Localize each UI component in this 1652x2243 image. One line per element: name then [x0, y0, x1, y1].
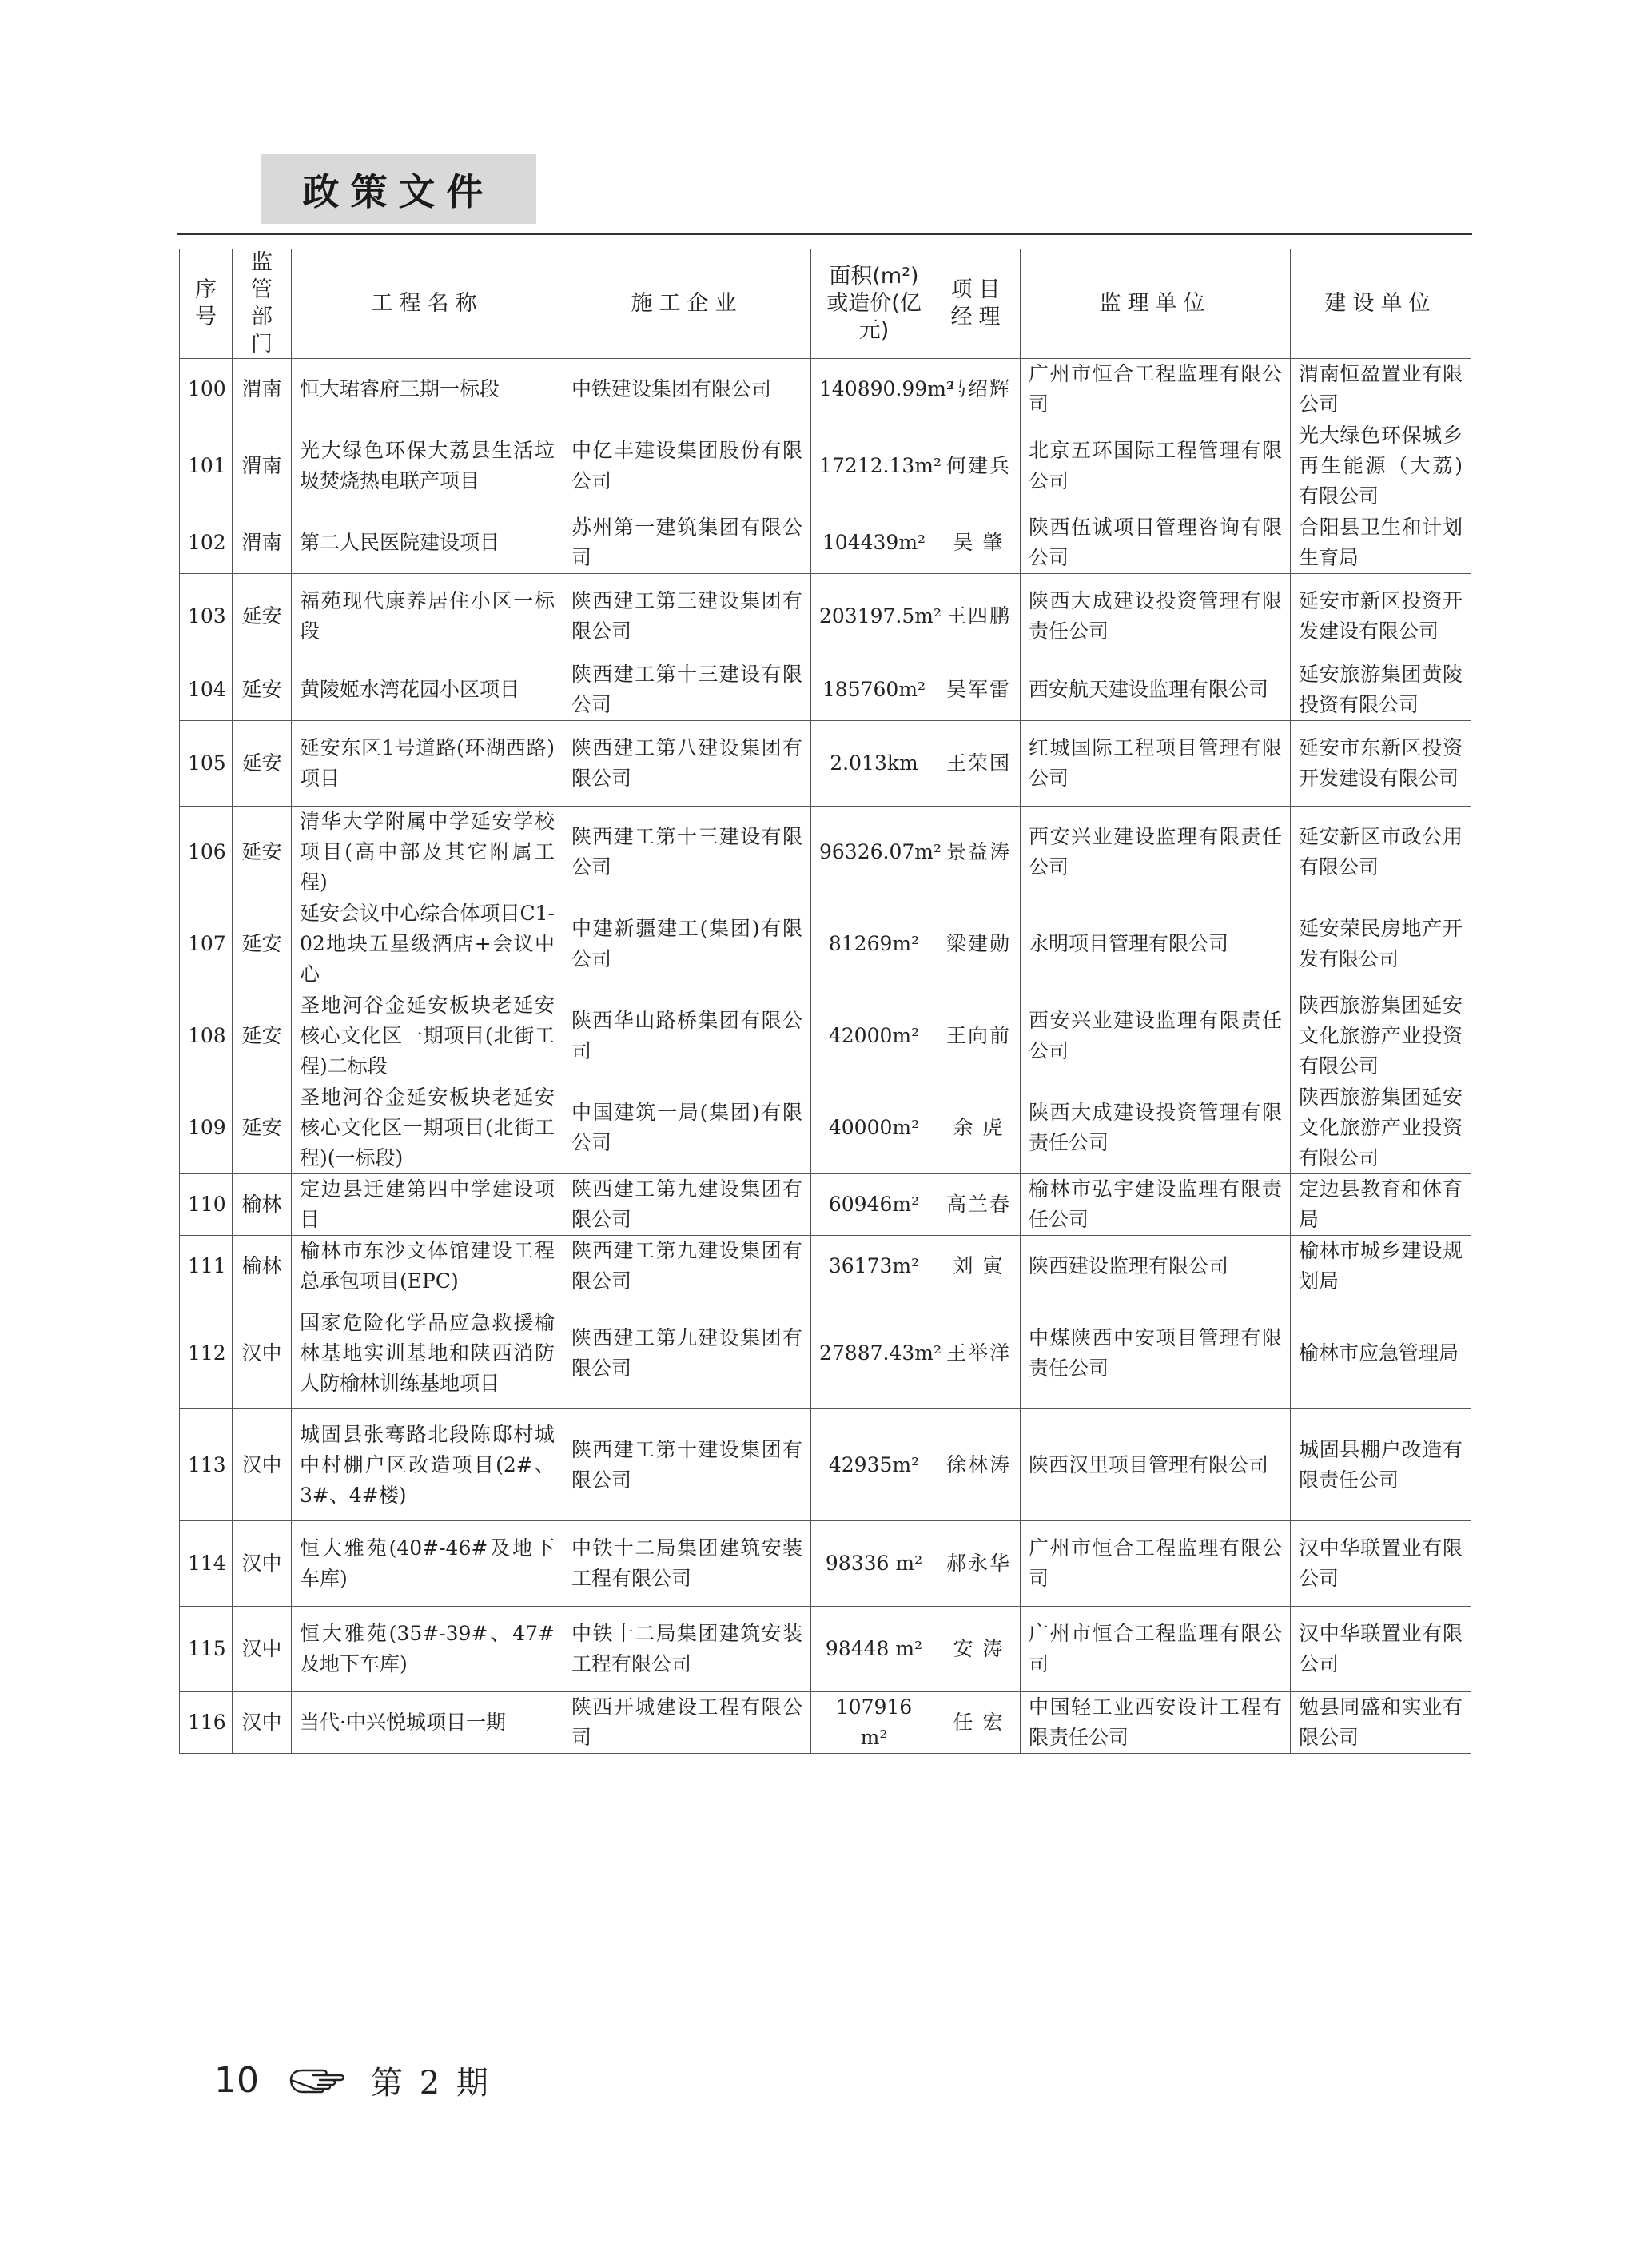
header-name: 工程名称: [292, 249, 563, 359]
row-number: 107: [180, 898, 233, 990]
row-project-name: 恒大珺睿府三期一标段: [292, 359, 563, 420]
table-row: [180, 898, 1471, 990]
row-company: 苏州第一建筑集团有限公司: [563, 512, 811, 574]
row-company: 陕西建工第三建设集团有限公司: [563, 574, 811, 659]
row-company: 陕西建工第八建设集团有限公司: [563, 721, 811, 807]
row-supervisor: 中煤陕西中安项目管理有限责任公司: [1021, 1297, 1291, 1409]
row-dept: 汉中: [233, 1692, 292, 1754]
row-owner: 延安市新区投资开发建设有限公司: [1291, 574, 1471, 659]
table-row: [180, 420, 1471, 512]
row-number: 104: [180, 659, 233, 721]
table-row: [180, 990, 1471, 1082]
header-pm: 项目经理: [937, 249, 1021, 359]
row-dept: 延安: [233, 990, 292, 1082]
table-row: [180, 1409, 1471, 1521]
header-supervisor: 监理单位: [1021, 249, 1291, 359]
row-dept: 汉中: [233, 1521, 292, 1607]
row-number: 100: [180, 359, 233, 420]
row-supervisor: 北京五环国际工程管理有限公司: [1021, 420, 1291, 512]
row-owner: 陕西旅游集团延安文化旅游产业投资有限公司: [1291, 1082, 1471, 1174]
row-project-manager: 吴 肇: [937, 512, 1021, 574]
row-project-manager: 郝永华: [937, 1521, 1021, 1607]
row-owner: 延安新区市政公用有限公司: [1291, 807, 1471, 898]
row-number: 106: [180, 807, 233, 898]
row-project-manager: 刘 寅: [937, 1236, 1021, 1297]
row-supervisor: 中国轻工业西安设计工程有限责任公司: [1021, 1692, 1291, 1754]
row-project-manager: 余 虎: [937, 1082, 1021, 1174]
row-size: 42935m²: [811, 1409, 937, 1521]
row-project-name: 光大绿色环保大荔县生活垃圾焚烧热电联产项目: [292, 420, 563, 512]
table-row: [180, 1174, 1471, 1236]
header-owner: 建设单位: [1291, 249, 1471, 359]
row-size: 96326.07m²: [811, 807, 937, 898]
row-size: 98336 m²: [811, 1521, 937, 1607]
table-row: [180, 1082, 1471, 1174]
row-project-name: 圣地河谷金延安板块老延安核心文化区一期项目(北街工程)(一标段): [292, 1082, 563, 1174]
row-project-manager: 王举洋: [937, 1297, 1021, 1409]
row-owner: 汉中华联置业有限公司: [1291, 1607, 1471, 1692]
row-dept: 渭南: [233, 512, 292, 574]
row-company: 中亿丰建设集团股份有限公司: [563, 420, 811, 512]
row-supervisor: 广州市恒合工程监理有限公司: [1021, 359, 1291, 420]
row-company: 中铁十二局集团建筑安装工程有限公司: [563, 1521, 811, 1607]
row-project-manager: 高兰春: [937, 1174, 1021, 1236]
header-company: 施工企业: [563, 249, 811, 359]
row-project-name: 第二人民医院建设项目: [292, 512, 563, 574]
row-project-name: 定边县迁建第四中学建设项目: [292, 1174, 563, 1236]
row-size: 185760m²: [811, 659, 937, 721]
row-size: 140890.99m²: [811, 359, 937, 420]
table-header-row: [180, 249, 1471, 359]
row-size: 36173m²: [811, 1236, 937, 1297]
row-project-name: 黄陵姬水湾花园小区项目: [292, 659, 563, 721]
table-row: [180, 1521, 1471, 1607]
row-supervisor: 陕西大成建设投资管理有限责任公司: [1021, 1082, 1291, 1174]
header-rule: [177, 233, 1472, 235]
row-project-name: 延安东区1号道路(环湖西路)项目: [292, 721, 563, 807]
row-number: 111: [180, 1236, 233, 1297]
row-number: 112: [180, 1297, 233, 1409]
row-company: 陕西建工第十三建设有限公司: [563, 807, 811, 898]
row-company: 陕西开城建设工程有限公司: [563, 1692, 811, 1754]
row-number: 115: [180, 1607, 233, 1692]
row-dept: 汉中: [233, 1297, 292, 1409]
row-company: 陕西建工第十建设集团有限公司: [563, 1409, 811, 1521]
row-supervisor: 广州市恒合工程监理有限公司: [1021, 1607, 1291, 1692]
row-number: 103: [180, 574, 233, 659]
row-project-name: 圣地河谷金延安板块老延安核心文化区一期项目(北街工程)二标段: [292, 990, 563, 1082]
row-dept: 延安: [233, 898, 292, 990]
row-company: 中铁建设集团有限公司: [563, 359, 811, 420]
row-company: 陕西建工第十三建设有限公司: [563, 659, 811, 721]
row-company: 中铁十二局集团建筑安装工程有限公司: [563, 1607, 811, 1692]
row-supervisor: 红城国际工程项目管理有限公司: [1021, 721, 1291, 807]
row-dept: 榆林: [233, 1236, 292, 1297]
row-project-name: 城固县张骞路北段陈邸村城中村棚户区改造项目(2#、3#、4#楼): [292, 1409, 563, 1521]
row-project-manager: 何建兵: [937, 420, 1021, 512]
row-number: 108: [180, 990, 233, 1082]
row-project-manager: 王四鹏: [937, 574, 1021, 659]
row-dept: 汉中: [233, 1607, 292, 1692]
row-owner: 延安旅游集团黄陵投资有限公司: [1291, 659, 1471, 721]
table-row: [180, 1692, 1471, 1754]
row-size: 104439m²: [811, 512, 937, 574]
row-supervisor: 陕西建设监理有限公司: [1021, 1236, 1291, 1297]
row-owner: 渭南恒盈置业有限公司: [1291, 359, 1471, 420]
row-company: 陕西华山路桥集团有限公司: [563, 990, 811, 1082]
row-company: 陕西建工第九建设集团有限公司: [563, 1174, 811, 1236]
row-project-name: 榆林市东沙文体馆建设工程总承包项目(EPC): [292, 1236, 563, 1297]
row-size: 27887.43m²: [811, 1297, 937, 1409]
row-dept: 榆林: [233, 1174, 292, 1236]
row-number: 105: [180, 721, 233, 807]
row-supervisor: 陕西汉里项目管理有限公司: [1021, 1409, 1291, 1521]
row-project-name: 当代·中兴悦城项目一期: [292, 1692, 563, 1754]
row-supervisor: 陕西伍诚项目管理咨询有限公司: [1021, 512, 1291, 574]
row-number: 109: [180, 1082, 233, 1174]
row-project-manager: 吴军雷: [937, 659, 1021, 721]
row-project-manager: 任 宏: [937, 1692, 1021, 1754]
row-dept: 延安: [233, 721, 292, 807]
row-owner: 榆林市城乡建设规划局: [1291, 1236, 1471, 1297]
row-size: 98448 m²: [811, 1607, 937, 1692]
row-owner: 勉县同盛和实业有限公司: [1291, 1692, 1471, 1754]
table-row: [180, 574, 1471, 659]
row-dept: 延安: [233, 659, 292, 721]
header-no: 序号: [180, 249, 233, 359]
row-supervisor: 陕西大成建设投资管理有限责任公司: [1021, 574, 1291, 659]
row-size: 60946m²: [811, 1174, 937, 1236]
row-owner: 延安荣民房地产开发有限公司: [1291, 898, 1471, 990]
row-project-name: 国家危险化学品应急救援榆林基地实训基地和陕西消防人防榆林训练基地项目: [292, 1297, 563, 1409]
row-number: 101: [180, 420, 233, 512]
row-owner: 陕西旅游集团延安文化旅游产业投资有限公司: [1291, 990, 1471, 1082]
row-size: 107916 m²: [811, 1692, 937, 1754]
row-size: 2.013km: [811, 721, 937, 807]
table-row: [180, 512, 1471, 574]
row-project-name: 清华大学附属中学延安学校项目(高中部及其它附属工程): [292, 807, 563, 898]
row-number: 113: [180, 1409, 233, 1521]
row-owner: 定边县教育和体育局: [1291, 1174, 1471, 1236]
row-number: 110: [180, 1174, 233, 1236]
row-dept: 渭南: [233, 420, 292, 512]
row-project-manager: 景益涛: [937, 807, 1021, 898]
row-number: 116: [180, 1692, 233, 1754]
row-project-name: 延安会议中心综合体项目C1-02地块五星级酒店+会议中心: [292, 898, 563, 990]
row-size: 203197.5m²: [811, 574, 937, 659]
project-table: [179, 249, 1471, 1754]
row-size: 40000m²: [811, 1082, 937, 1174]
row-dept: 渭南: [233, 359, 292, 420]
row-owner: 城固县棚户改造有限责任公司: [1291, 1409, 1471, 1521]
table-row: [180, 807, 1471, 898]
row-company: 中国建筑一局(集团)有限公司: [563, 1082, 811, 1174]
row-project-manager: 王向前: [937, 990, 1021, 1082]
row-supervisor: 西安兴业建设监理有限责任公司: [1021, 990, 1291, 1082]
page-number: 10: [214, 2059, 259, 2101]
table-row: [180, 1297, 1471, 1409]
issue-label: 第 2 期: [371, 2064, 492, 2102]
row-supervisor: 西安航天建设监理有限公司: [1021, 659, 1291, 721]
row-company: 陕西建工第九建设集团有限公司: [563, 1236, 811, 1297]
row-number: 114: [180, 1521, 233, 1607]
row-project-name: 恒大雅苑(35#-39#、47#及地下车库): [292, 1607, 563, 1692]
row-owner: 汉中华联置业有限公司: [1291, 1521, 1471, 1607]
table-row: [180, 359, 1471, 420]
table-row: [180, 721, 1471, 807]
row-project-manager: 马绍辉: [937, 359, 1021, 420]
row-supervisor: 永明项目管理有限公司: [1021, 898, 1291, 990]
table-row: [180, 1236, 1471, 1297]
row-owner: 延安市东新区投资开发建设有限公司: [1291, 721, 1471, 807]
row-owner: 光大绿色环保城乡再生能源（大荔)有限公司: [1291, 420, 1471, 512]
row-project-manager: 徐林涛: [937, 1409, 1021, 1521]
row-supervisor: 榆林市弘宇建设监理有限责任公司: [1021, 1174, 1291, 1236]
row-company: 陕西建工第九建设集团有限公司: [563, 1297, 811, 1409]
page-footer: [214, 2056, 492, 2104]
row-owner: 榆林市应急管理局: [1291, 1297, 1471, 1409]
row-owner: 合阳县卫生和计划生育局: [1291, 512, 1471, 574]
table-row: [180, 659, 1471, 721]
row-dept: 延安: [233, 807, 292, 898]
row-project-manager: 安 涛: [937, 1607, 1021, 1692]
row-dept: 汉中: [233, 1409, 292, 1521]
header-dept: 监管部门: [233, 249, 292, 359]
row-project-name: 福苑现代康养居住小区一标段: [292, 574, 563, 659]
row-supervisor: 西安兴业建设监理有限责任公司: [1021, 807, 1291, 898]
table-row: [180, 1607, 1471, 1692]
row-size: 81269m²: [811, 898, 937, 990]
row-project-name: 恒大雅苑(40#-46#及地下车库): [292, 1521, 563, 1607]
pointing-hand-icon: [288, 2064, 347, 2096]
row-company: 中建新疆建工(集团)有限公司: [563, 898, 811, 990]
section-title: 政策文件: [302, 169, 495, 213]
row-supervisor: 广州市恒合工程监理有限公司: [1021, 1521, 1291, 1607]
row-dept: 延安: [233, 574, 292, 659]
row-size: 17212.13m²: [811, 420, 937, 512]
row-size: 42000m²: [811, 990, 937, 1082]
section-tab: [261, 154, 536, 224]
row-number: 102: [180, 512, 233, 574]
row-project-manager: 梁建勋: [937, 898, 1021, 990]
header-size: 面积(m²)或造价(亿元): [811, 249, 937, 359]
row-dept: 延安: [233, 1082, 292, 1174]
row-project-manager: 王荣国: [937, 721, 1021, 807]
